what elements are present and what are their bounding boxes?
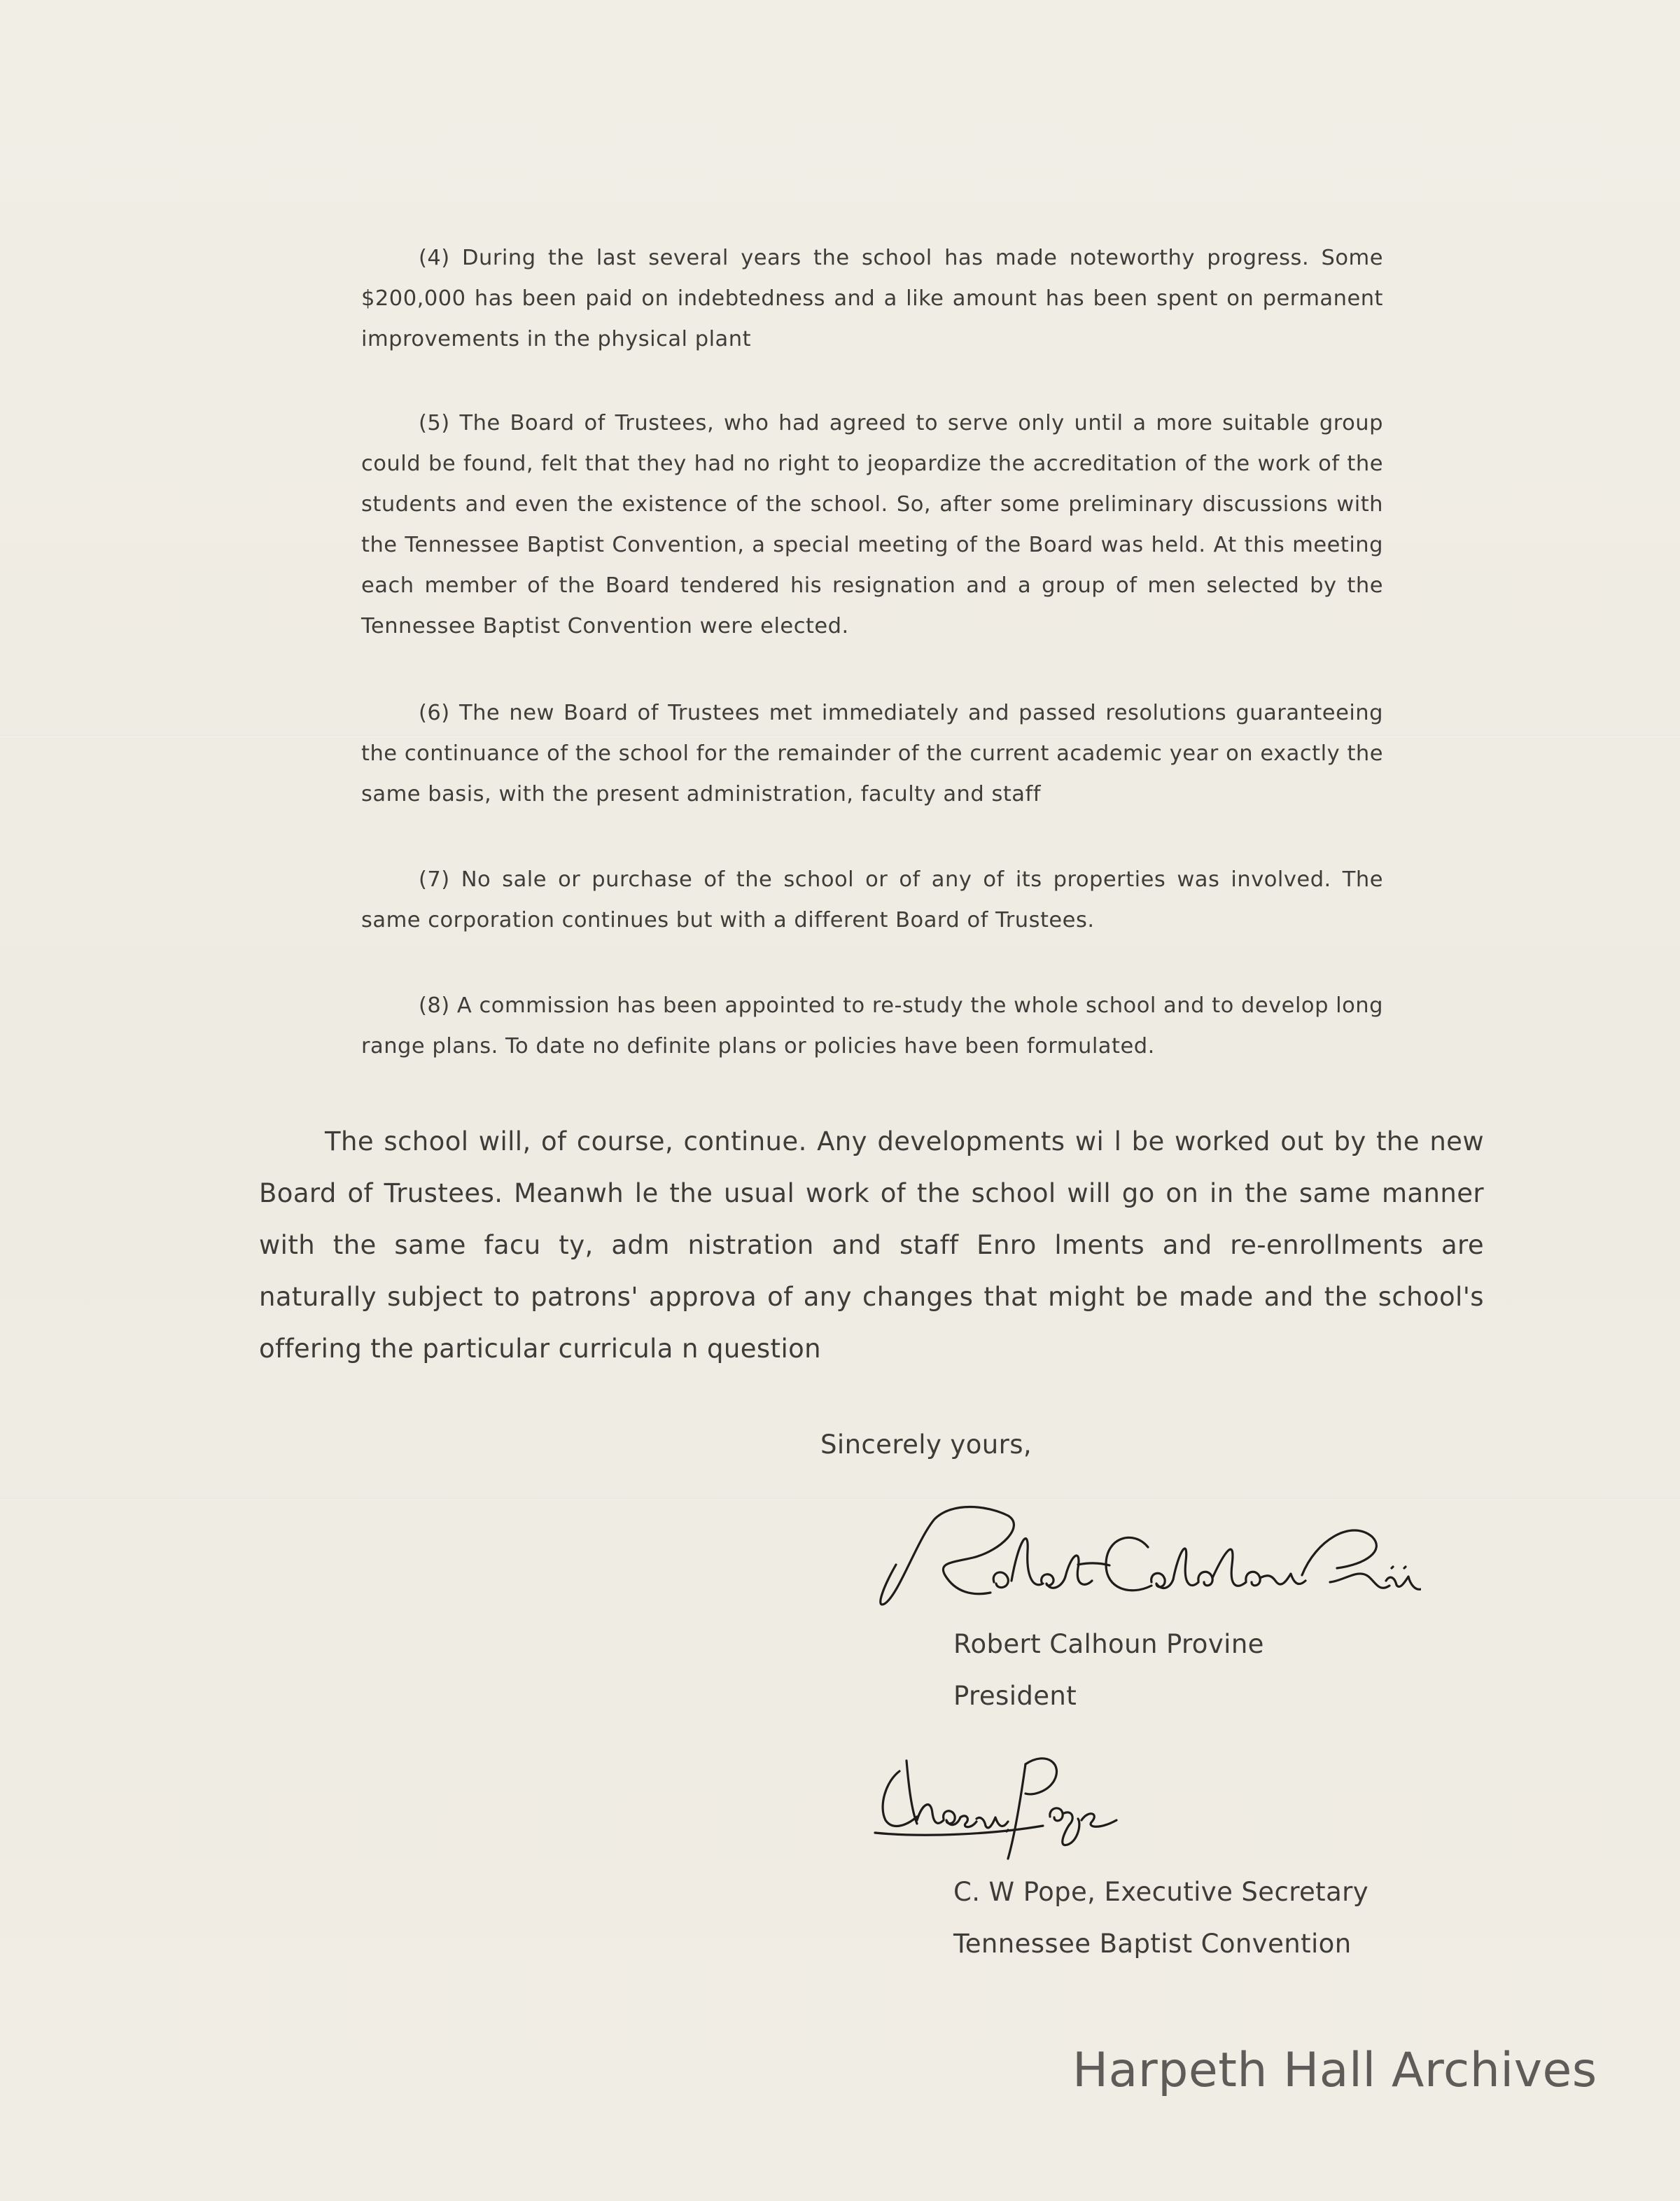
signature-robert-calhoun-provine bbox=[868, 1498, 1421, 1617]
archive-watermark: Harpeth Hall Archives bbox=[1072, 2043, 1597, 2098]
closing-paragraph: The school will, of course, continue. Any developments wi l be worked out by the new Board of Trustees. Meanwh le the usual work of the school will go on in the same manner with the same facu ty, adm nistration and staff Enro lments and re-enrollments are naturally subject to patrons' approva of any changes that might be made and the school's offering the particular curricula n question bbox=[259, 1126, 1484, 1364]
paragraph-7: (7) No sale or purchase of the school or of any of its properties was involved. The same corporation continues but with a different Board of Trustees. bbox=[361, 867, 1383, 932]
signatory-1-name: Robert Calhoun Provine bbox=[953, 1629, 1264, 1659]
paragraph-5: (5) The Board of Trustees, who had agreed to serve only until a more suitable group could be found, felt that they had no right to jeopardize the accreditation of the work of the students and even the existence of the school. So, after some preliminary discussions with the Tennessee Baptist Convention, a special meeting of the Board was held. At this meeting each member of the Board tendered his resignation and a group of men selected by the Tennessee Baptist Convention were elected. bbox=[361, 411, 1383, 638]
salutation: Sincerely yours, bbox=[820, 1430, 1032, 1460]
signatory-2-organization: Tennessee Baptist Convention bbox=[953, 1929, 1352, 1959]
signatory-2-name: C. W Pope, Executive Secretary bbox=[953, 1877, 1369, 1907]
signatory-1-title: President bbox=[953, 1681, 1077, 1711]
paragraph-6: (6) The new Board of Trustees met immediately and passed resolutions guaranteeing the continuance of the school for the remainder of the current academic year on exactly the same basis, with the present administration, faculty and staff bbox=[361, 701, 1383, 806]
signature-c-w-pope bbox=[868, 1743, 1169, 1862]
paragraph-8: (8) A commission has been appointed to re-study the whole school and to develop long range plans. To date no definite plans or policies have been formulated. bbox=[361, 993, 1383, 1058]
paper-fold-line bbox=[0, 1498, 1680, 1500]
paragraph-4: (4) During the last several years the school has made noteworthy progress. Some $200,000 has been paid on indebtedness and a like amount has been spent on permanent improvements in the physical plant bbox=[361, 246, 1383, 351]
